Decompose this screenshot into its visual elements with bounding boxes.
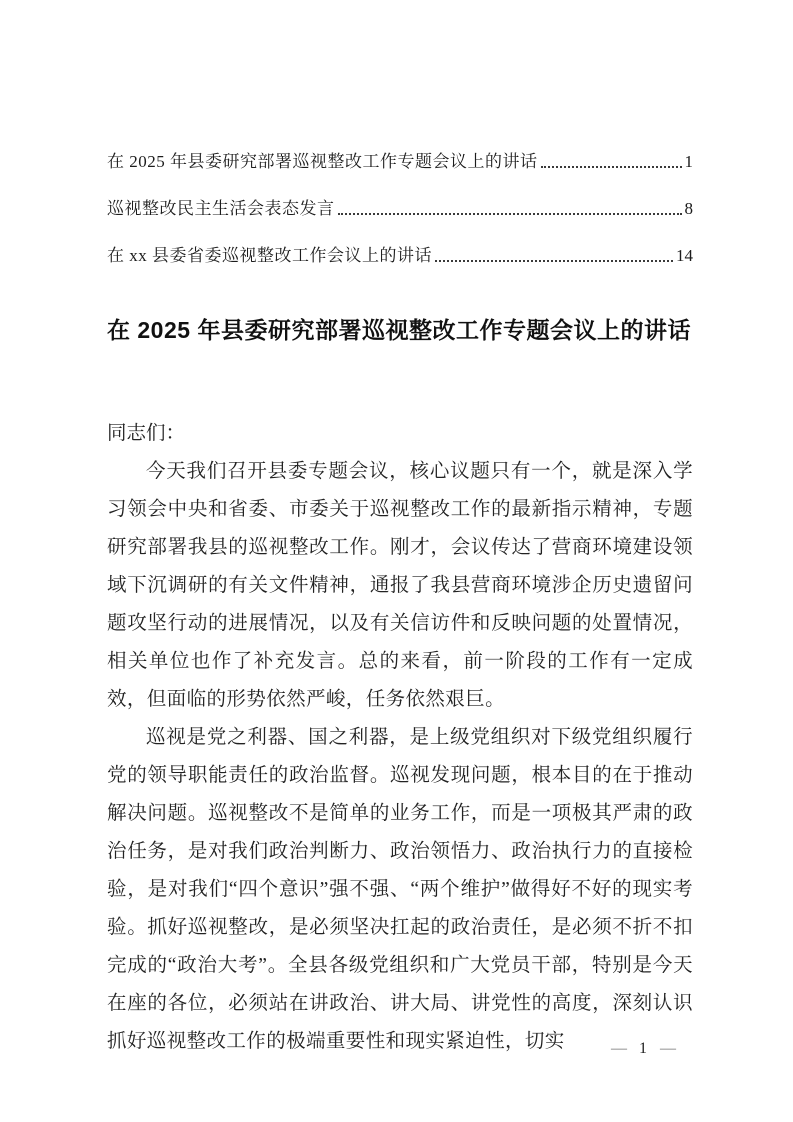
toc-page-number[interactable]: 8 bbox=[684, 199, 693, 218]
toc-entry-title[interactable]: 在 2025 年县委研究部署巡视整改工作专题会议上的讲话 bbox=[107, 152, 538, 171]
salutation: 同志们： bbox=[107, 423, 186, 444]
document-title: 在 2025 年县委研究部署巡视整改工作专题会议上的讲话 bbox=[107, 317, 691, 343]
document-body bbox=[107, 415, 693, 1061]
toc-entry-title[interactable]: 在 xx 县委省委巡视整改工作会议上的讲话 bbox=[107, 246, 432, 265]
page-number-footer bbox=[611, 1040, 675, 1058]
toc-entry-title[interactable]: 巡视整改民主生活会表态发言 bbox=[107, 199, 335, 218]
footer-left-dash: — bbox=[611, 1040, 626, 1057]
toc-entry-1[interactable] bbox=[107, 152, 693, 172]
footer-page-number: 1 bbox=[639, 1040, 647, 1057]
toc-dot-leader bbox=[338, 213, 682, 215]
toc-page-number[interactable]: 14 bbox=[676, 246, 693, 265]
toc-entry-2[interactable] bbox=[107, 199, 693, 219]
footer-right-dash: — bbox=[660, 1040, 675, 1057]
toc-dot-leader bbox=[435, 260, 673, 262]
toc-dot-leader bbox=[541, 166, 682, 168]
toc-entry-3[interactable] bbox=[107, 246, 693, 266]
body-paragraph-1: 今天我们召开县委专题会议，核心议题只有一个，就是深入学习领会中央和省委、市委关于巡视整改工作的最新指示精神，专题研究部署我县的巡视整改工作。刚才，会议传达了营商环境建设领域下沉调研的有关文件精神，通报了我县营商环境涉企历史遗留问题攻坚行动的进展情况，以及有关信访件和反映问题的处置情况，相关单位也作了补充发言。总的来看，前一阶段的工作有一定成效，但面临的形势依然严峻，任务依然艰巨。 bbox=[107, 461, 693, 710]
body-paragraph-2: 巡视是党之利器、国之利器，是上级党组织对下级党组织履行党的领导职能责任的政治监督。巡视发现问题，根本目的在于推动解决问题。巡视整改不是简单的业务工作，而是一项极其严肃的政治任务，是对我们政治判断力、政治领悟力、政治执行力的直接检验，是对我们“四个意识”强不强、“两个维护”做得好不好的现实考验。抓好巡视整改，是必须坚决扛起的政治责任，是必须不折不扣完成的“政治大考”。全县各级党组织和广大党员干部，特别是今天在座的各位，必须站在讲政治、讲大局、讲党性的高度，深刻认识抓好巡视整改工作的极端重要性和现实紧迫性，切实 bbox=[107, 727, 693, 1052]
toc-page-number[interactable]: 1 bbox=[684, 152, 693, 171]
table-of-contents bbox=[107, 0, 693, 266]
